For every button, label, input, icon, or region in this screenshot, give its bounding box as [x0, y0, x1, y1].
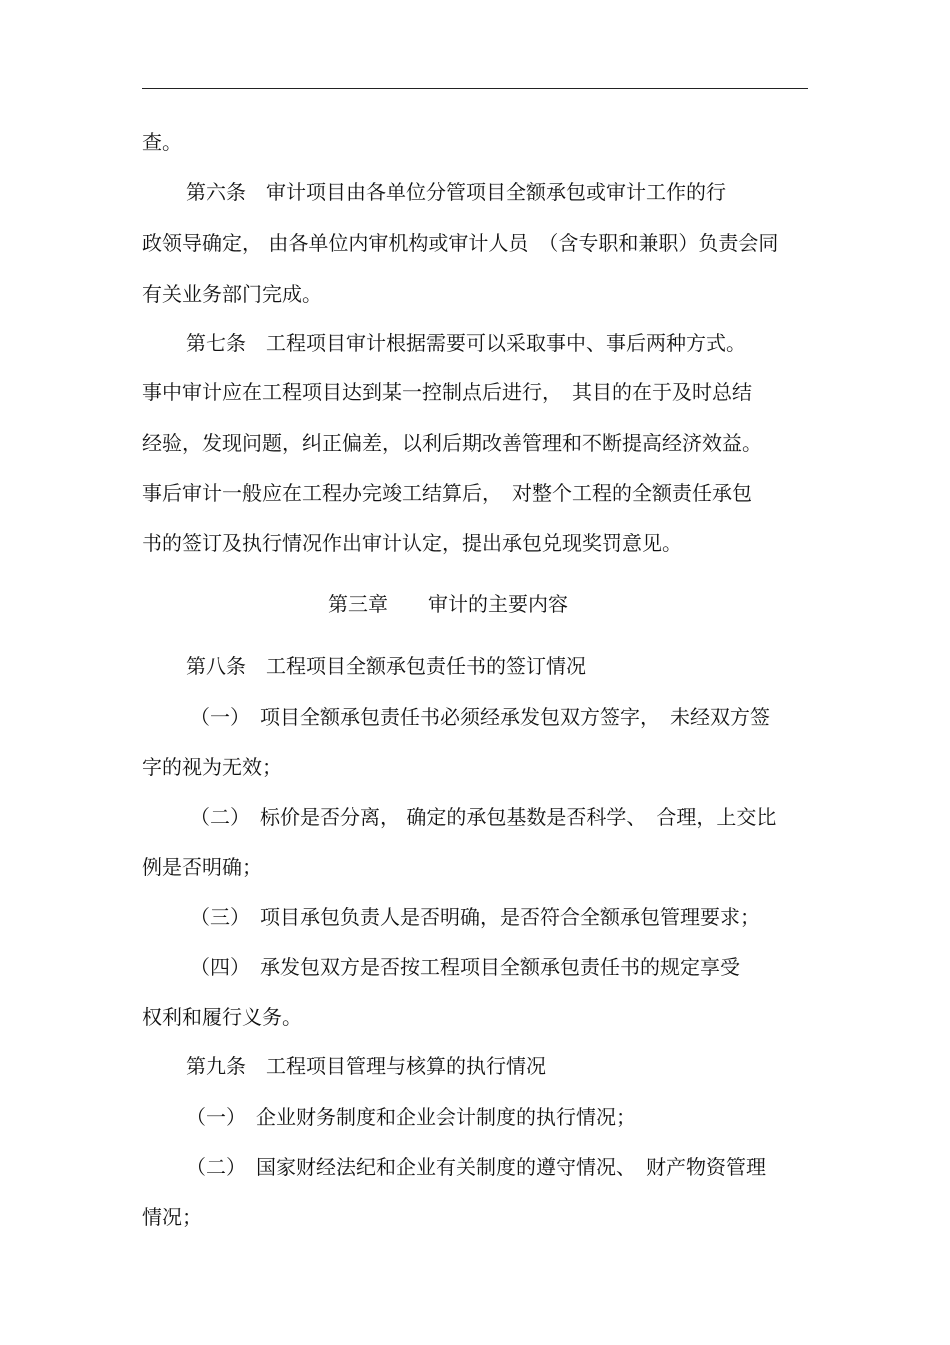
text-line: 书的签订及执行情况作出审计认定，提出承包兑现奖罚意见。 [142, 531, 682, 555]
text-line: 字的视为无效； [142, 755, 282, 779]
text-line: 查。 [142, 130, 182, 154]
list-item: （二） 国家财经法纪和企业有关制度的遵守情况、 财产物资管理 [186, 1155, 766, 1179]
text-line: 权利和履行义务。 [142, 1005, 302, 1029]
text-line: 事中审计应在工程项目达到某一控制点后进行， 其目的在于及时总结 [142, 380, 752, 404]
chapter-three-title: 第三章 审计的主要内容 [328, 592, 568, 616]
text-line: 有关业务部门完成。 [142, 282, 322, 306]
list-item: （三） 项目承包负责人是否明确，是否符合全额承包管理要求； [190, 905, 760, 929]
list-item: （二） 标价是否分离， 确定的承包基数是否科学、 合理，上交比 [190, 805, 777, 829]
article-seven-heading: 第七条 工程项目审计根据需要可以采取事中、事后两种方式。 [186, 331, 746, 355]
article-six-heading: 第六条 审计项目由各单位分管项目全额承包或审计工作的行 [186, 180, 726, 204]
text-line: 情况； [142, 1205, 202, 1229]
list-item: （一） 项目全额承包责任书必须经承发包双方签字， 未经双方签 [190, 705, 770, 729]
text-line: 经验，发现问题，纠正偏差，以利后期改善管理和不断提高经济效益。 [142, 431, 762, 455]
list-item: （四） 承发包双方是否按工程项目全额承包责任书的规定享受 [190, 955, 740, 979]
article-eight-heading: 第八条 工程项目全额承包责任书的签订情况 [186, 654, 586, 678]
header-rule [142, 88, 808, 89]
text-line: 例是否明确； [142, 855, 262, 879]
list-item: （一） 企业财务制度和企业会计制度的执行情况； [186, 1105, 636, 1129]
text-line: 事后审计一般应在工程办完竣工结算后， 对整个工程的全额责任承包 [142, 481, 752, 505]
text-line: 政领导确定， 由各单位内审机构或审计人员 （含专职和兼职）负责会同 [142, 231, 779, 255]
article-nine-heading: 第九条 工程项目管理与核算的执行情况 [186, 1054, 546, 1078]
